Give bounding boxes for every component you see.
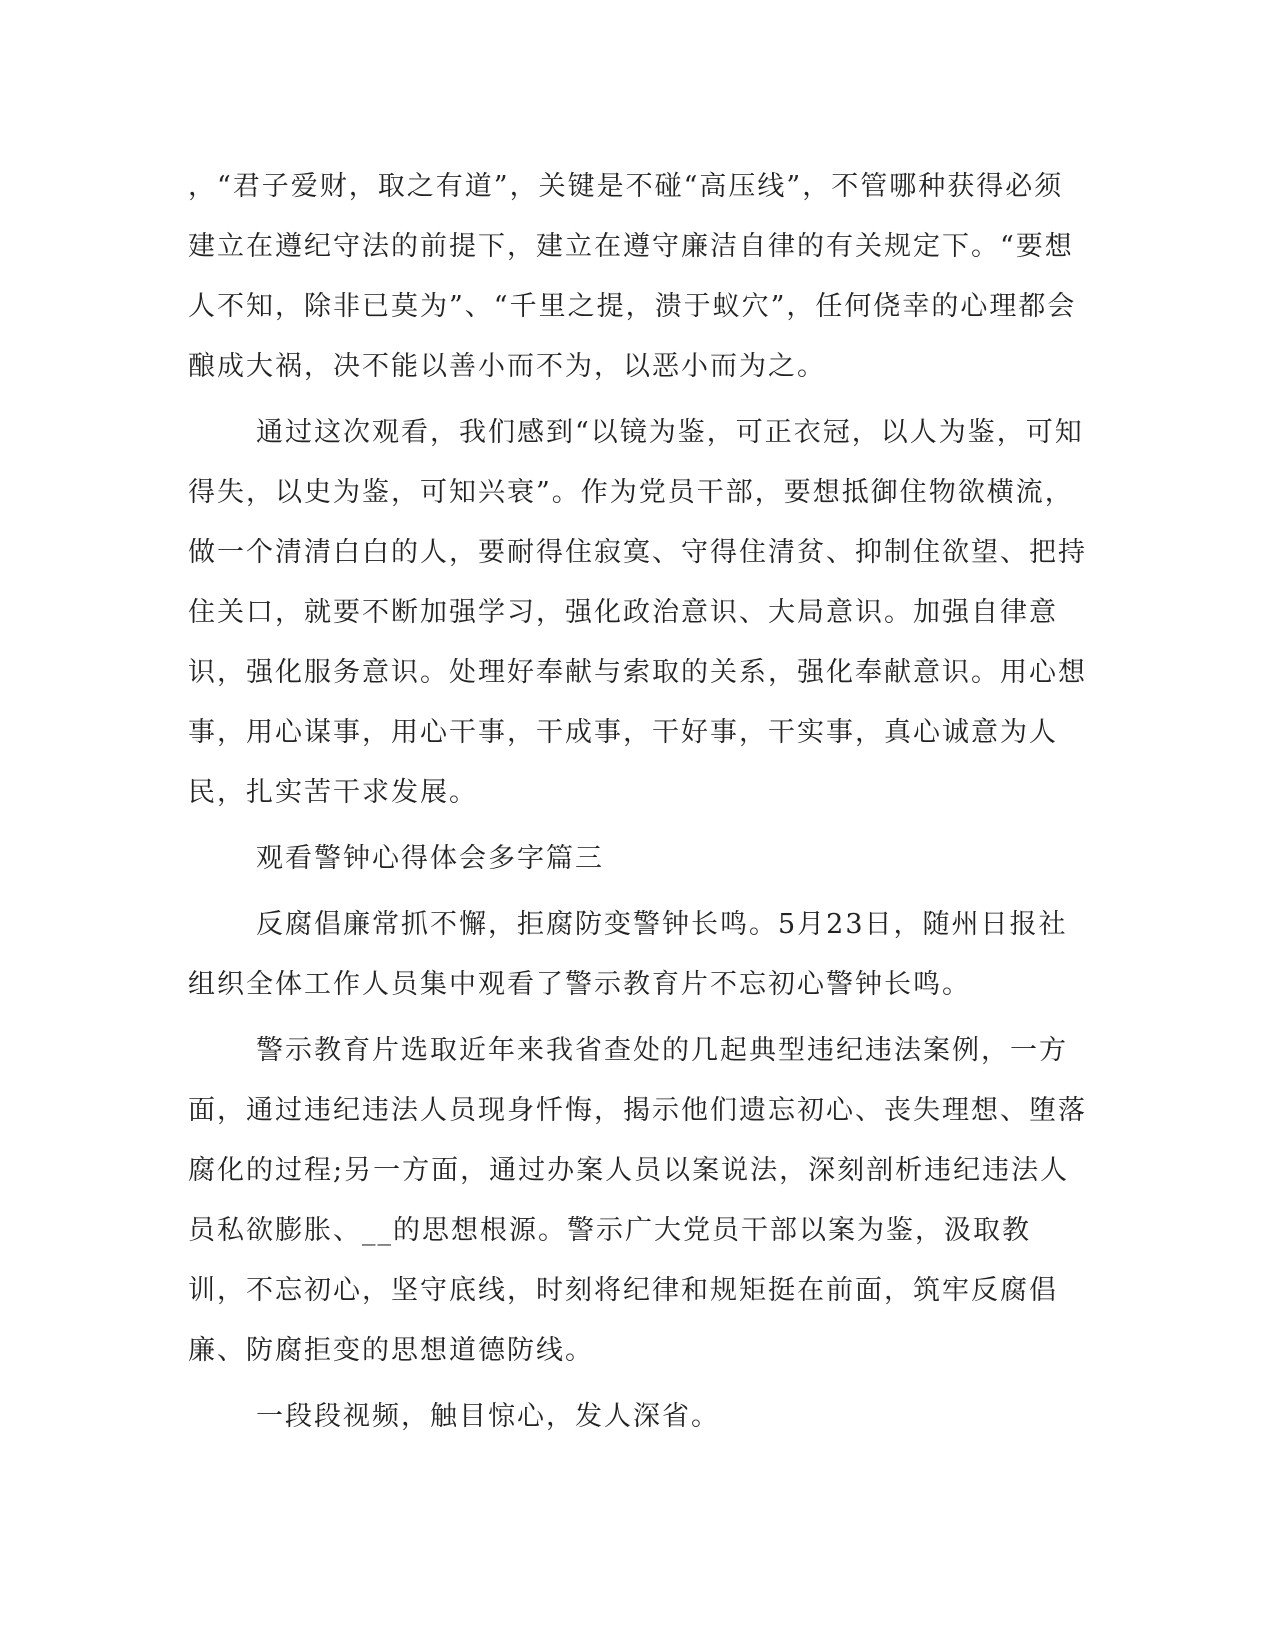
paragraph-event: 反腐倡廉常抓不懈，拒腐防变警钟长鸣。5月23日，随州日报社组织全体工作人员集中观看了警示教育片不忘初心警钟长鸣。 [188, 909, 1068, 1000]
paragraph-reflection: 通过这次观看，我们感到“以镜为鉴，可正衣冠，以人为鉴，可知得失，以史为鉴，可知兴衰”。作为党员干部，要想抵御住物欲横流，做一个清清白白的人，要耐得住寂寞、守得住清贫、抑制住欲望、把持住关口，就要不断加强学习，强化政治意识、大局意识。加强自律意识，强化服务意识。处理好奉献与索取的关系，强化奉献意识。用心想事，用心谋事，用心干事，干成事，干好事，干实事，真心诚意为人民，扎实苦干求发展。 [188, 417, 1087, 808]
document-body [188, 157, 1088, 1453]
paragraph-continuation: ，“君子爱财，取之有道”，关键是不碰“高压线”，不管哪种获得必须建立在遵纪守法的前提下，建立在遵守廉洁自律的有关规定下。“要想人不知，除非已莫为”、“千里之提，溃于蚁穴”，任何侥幸的心理都会酿成大祸，决不能以善小而不为，以恶小而为之。 [188, 171, 1077, 382]
paragraph-film-summary: 警示教育片选取近年来我省查处的几起典型违纪违法案例，一方面，通过违纪违法人员现身忏悔，揭示他们遗忘初心、丧失理想、堕落腐化的过程;另一方面，通过办案人员以案说法，深刻剖析违纪违法人员私欲膨胀、__的思想根源。警示广大党员干部以案为鉴，汲取教训，不忘初心，坚守底线，时刻将纪律和规矩挺在前面，筑牢反腐倡廉、防腐拒变的思想道德防线。 [188, 1035, 1087, 1366]
paragraph-closing: 一段段视频，触目惊心，发人深省。 [256, 1401, 720, 1432]
section-heading: 观看警钟心得体会多字篇三 [256, 843, 604, 874]
